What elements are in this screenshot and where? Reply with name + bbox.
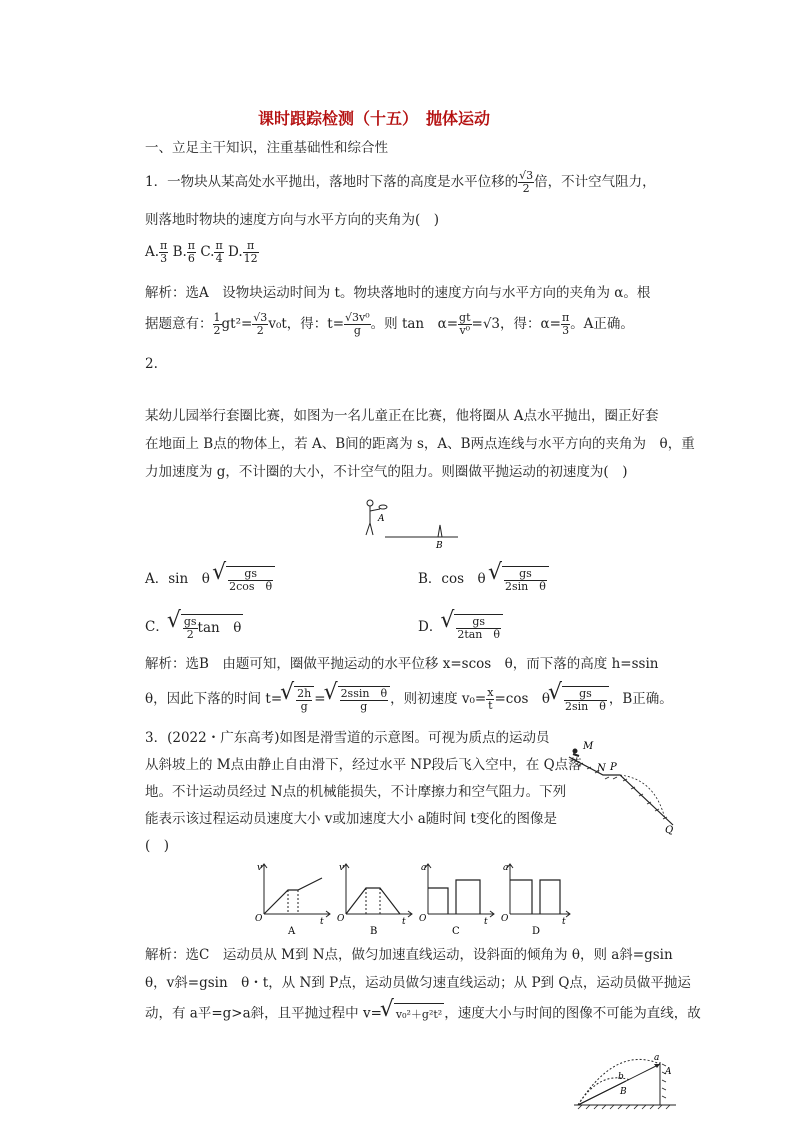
ski-slope-figure: [565, 737, 680, 837]
q2-analysis-line-2: θ，因此下落的时间 t= √ $\frac{2h}{g}$ = √ $\frac{\text{2ssin θ}}{g}$ ，则初速度 v₀= $\frac{x}{t}$ =cos θ √ $\frac{gs}{\text{2sin θ}}$ ，B正确。: [145, 686, 673, 713]
q3-line-5: ( ): [145, 838, 170, 854]
svg-text:t: t: [402, 917, 406, 927]
svg-text:A: A: [288, 926, 296, 936]
section-heading: 一、立足主干知识，注重基础性和综合性: [145, 140, 388, 156]
graph-d[interactable]: [501, 863, 570, 936]
q3-analysis-line-1: 解析：选C 运动员从 M到 N点，做匀加速直线运动，设斜面的倾角为 θ，则 a斜=gsin: [145, 947, 673, 963]
q2-analysis-line-1: 解析：选B 由题可知，圈做平抛运动的水平位移 x=scos θ，而下落的高度 h=ssin: [145, 656, 659, 672]
svg-text:P: P: [610, 762, 617, 773]
q1-text-a: 1．一物块从某高处水平抛出，落地时下落的高度是水平位移的: [145, 174, 519, 190]
graph-b[interactable]: [337, 863, 412, 936]
svg-text:A: A: [378, 514, 385, 524]
svg-text:N: N: [597, 763, 606, 774]
q2-text-2: 在地面上 B点的物体上，若 A、B间的距离为 s，A、B两点连线与水平方向的夹角为 θ，重: [145, 436, 695, 452]
svg-text:B: B: [620, 1087, 627, 1097]
svg-text:a: a: [654, 1053, 660, 1063]
svg-text:Q: Q: [665, 825, 674, 836]
q1-option-b[interactable]: B. $\frac{\pi}{6}$: [172, 239, 196, 265]
svg-text:O: O: [501, 914, 509, 924]
svg-text:v: v: [339, 863, 345, 873]
q3-line-4: 能表示该过程运动员速度大小 v或加速度大小 a随时间 t变化的图像是: [145, 811, 557, 827]
svg-text:B: B: [436, 541, 443, 551]
svg-text:C: C: [452, 926, 460, 936]
graph-a[interactable]: [255, 863, 330, 936]
svg-text:t: t: [484, 917, 488, 927]
q1-analysis-line-2: 据题意有： $\frac{1}{2}$ gt²= $\frac{√3}{2}$ v₀t，得：t= $\frac{\text{√3v⁰}}{g}$ 。则 tan α= $\frac{gt}{\text{v⁰}}$ =√3，得：α= $\frac{\pi}{3}$ 。A正确。: [145, 311, 634, 337]
q2-option-c[interactable]: C． √ $\frac{gs}{2}$ tan θ: [145, 614, 243, 641]
q3-line-2: 从斜坡上的 M点由静止自由滑下，经过水平 NP段后飞入空中，在 Q点落: [145, 757, 582, 773]
svg-text:O: O: [337, 914, 345, 924]
q1-option-d[interactable]: D. $\frac{\pi}{12}$: [228, 239, 258, 265]
q1-analysis-line-1: 解析：选A 设物块运动时间为 t。物块落地时的速度方向与水平方向的夹角为 α。根: [145, 285, 651, 301]
ring-toss-figure: [360, 495, 470, 553]
svg-text:a: a: [421, 863, 427, 873]
question-1: [145, 170, 656, 195]
svg-text:B: B: [370, 926, 378, 936]
q1-options: [145, 240, 259, 265]
q3-line-3: 地。不计运动员经过 N点的机械能损失，不计摩擦力和空气阻力。下列: [145, 784, 567, 800]
q2-option-a[interactable]: A．sin θ √ $\frac{gs}{\text{2cos θ}}$: [145, 566, 275, 593]
q1-option-c[interactable]: C. $\frac{\pi}{4}$: [200, 239, 223, 265]
graph-c[interactable]: [419, 863, 494, 936]
svg-text:D: D: [532, 926, 541, 936]
q1-fraction: $\frac{√3}{2}$: [519, 169, 534, 195]
q2-option-d[interactable]: D． √ $\frac{gs}{\text{2tan θ}}$: [418, 614, 503, 641]
q2-option-b[interactable]: B．cos θ √ $\frac{gs}{\text{2sin θ}}$: [418, 566, 549, 593]
q1-line-2: 则落地时物块的速度方向与水平方向的夹角为( ): [145, 212, 440, 228]
svg-text:b: b: [618, 1072, 624, 1082]
trajectory-figure: [570, 1050, 680, 1110]
q3-line-1: 3．(2022・广东高考)如图是滑雪道的示意图。可视为质点的运动员: [145, 730, 550, 746]
q3-analysis-line-3: 动，有 a平=g>a斜，且平抛过程中 v=√ v₀²＋g²t² ，速度大小与时间的图像不可能为直线，故: [145, 1003, 701, 1025]
svg-text:t: t: [320, 917, 324, 927]
svg-text:a: a: [503, 863, 509, 873]
q3-analysis-line-2: θ，v斜=gsin θ・t，从 N到 P点，运动员做匀速直线运动；从 P到 Q点，运动员做平抛运: [145, 975, 691, 991]
q1-text-b: 倍，不计空气阻力，: [534, 174, 656, 190]
q2-text-1: 某幼儿园举行套圈比赛，如图为一名儿童正在比赛，他将圈从 A点水平抛出，圈正好套: [145, 408, 659, 424]
motion-graphs: [252, 858, 572, 936]
page-title: 课时跟踪检测（十五） 抛体运动: [258, 109, 491, 128]
svg-text:v: v: [257, 863, 263, 873]
q2-number: 2.: [145, 356, 158, 372]
svg-text:M: M: [583, 741, 594, 752]
svg-text:O: O: [255, 914, 263, 924]
q2-text-3: 力加速度为 g，不计圈的大小，不计空气的阻力。则圈做平抛运动的初速度为( ): [145, 464, 628, 480]
svg-text:t: t: [562, 917, 566, 927]
svg-text:O: O: [419, 914, 427, 924]
q1-option-a[interactable]: A. $\frac{\pi}{3}$: [145, 239, 168, 265]
svg-text:A: A: [665, 1067, 672, 1077]
